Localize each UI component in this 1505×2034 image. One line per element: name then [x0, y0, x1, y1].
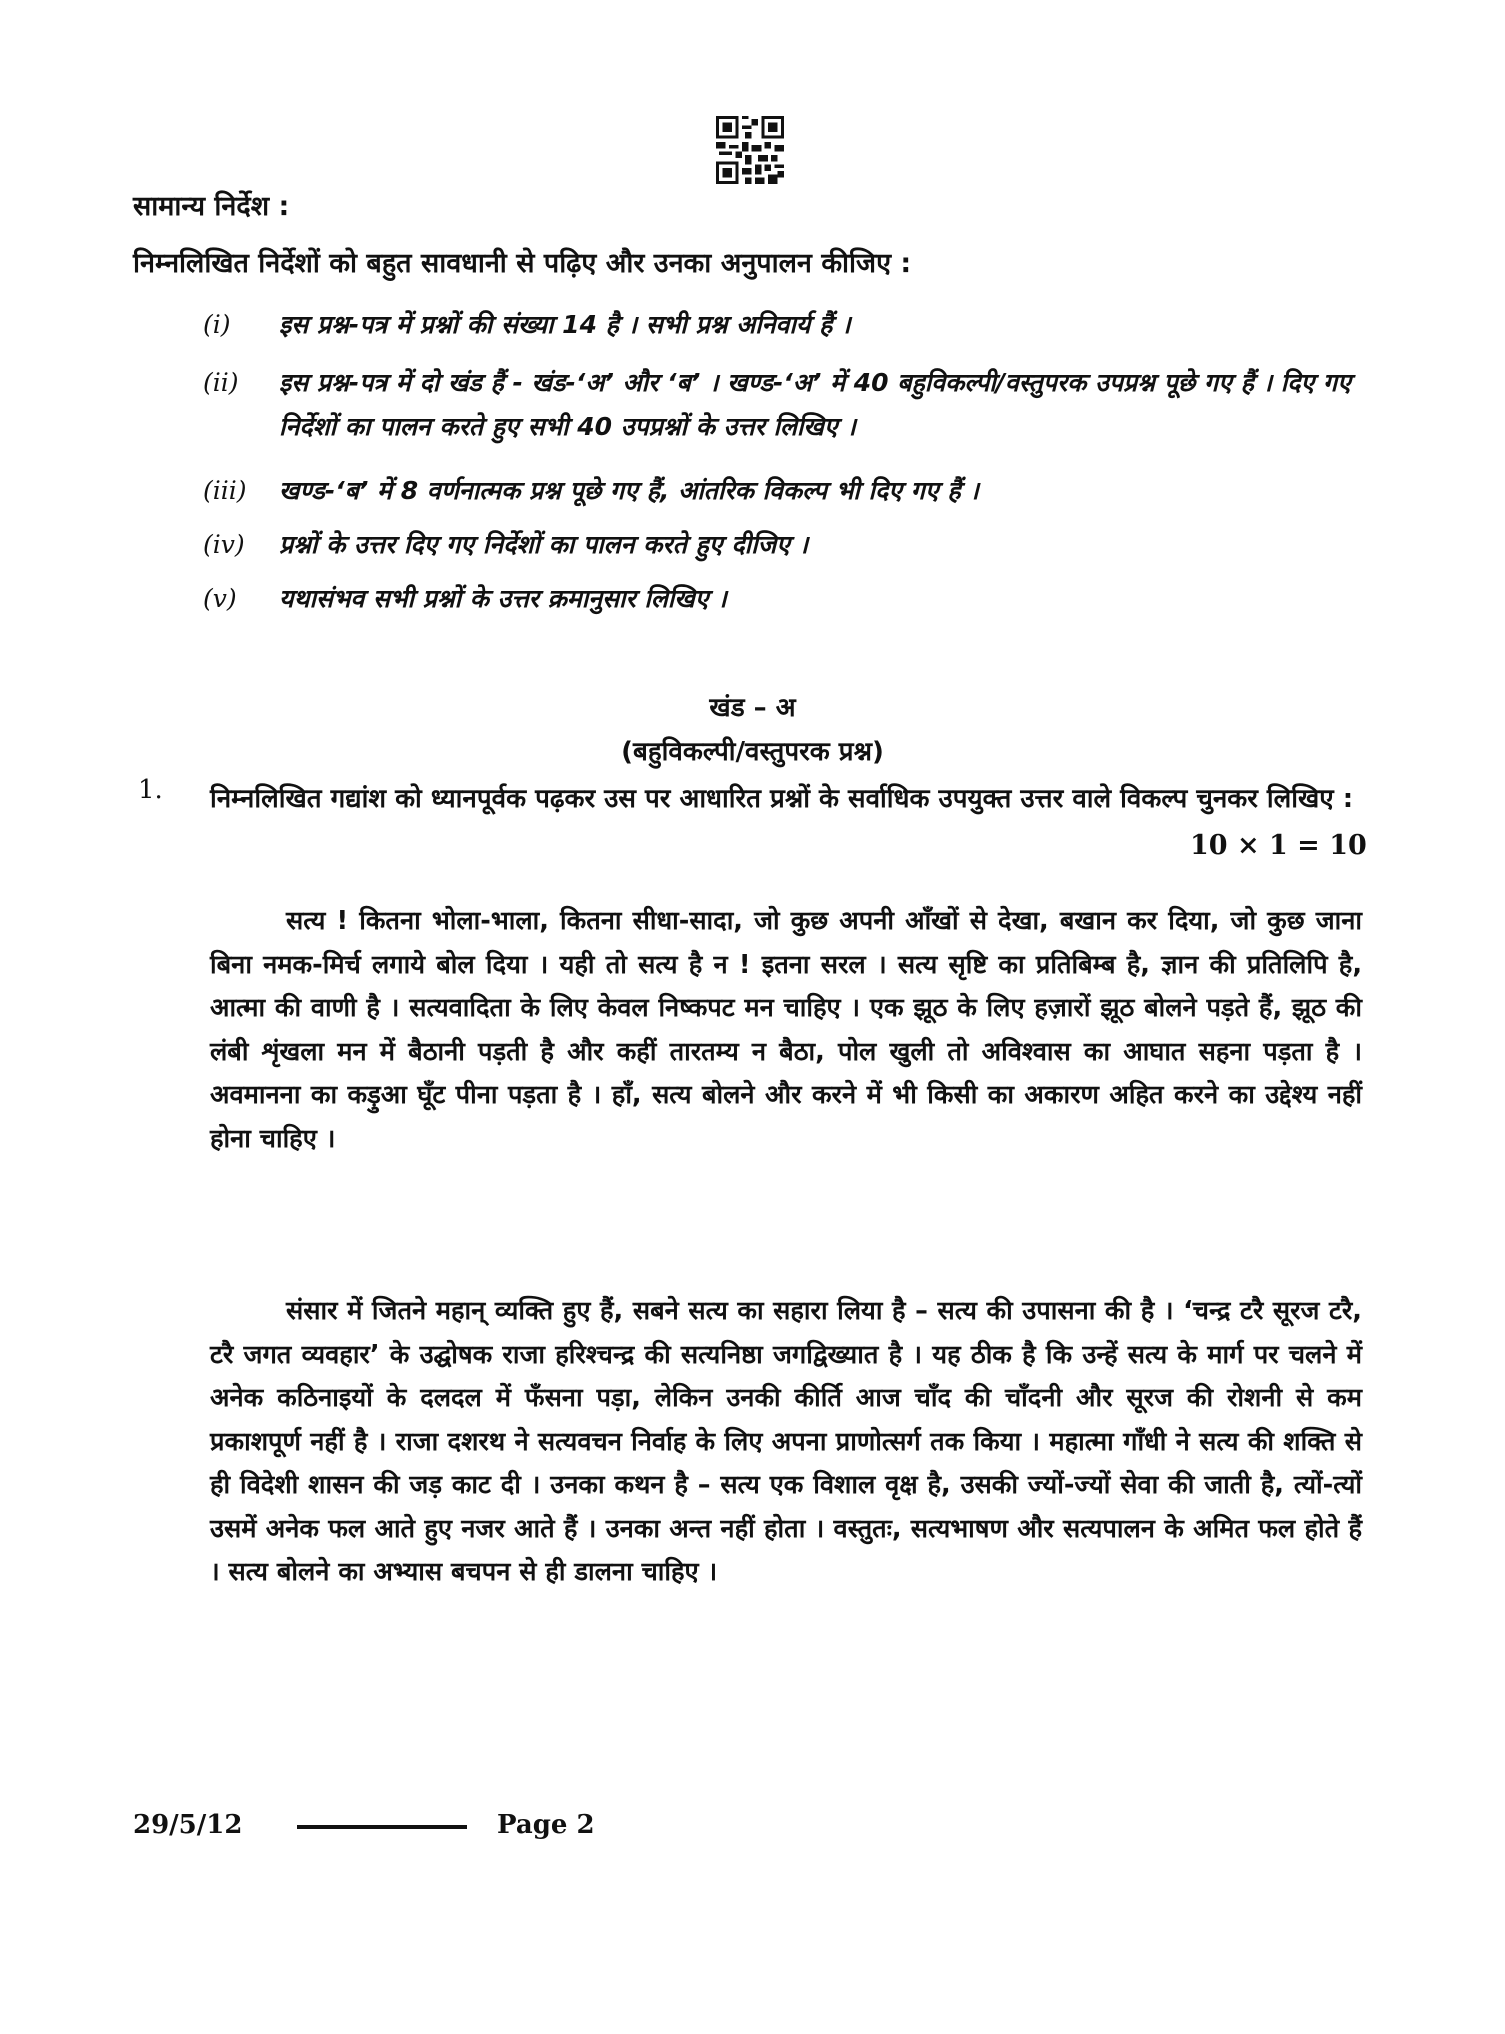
question-marks: 10 × 1 = 10: [1190, 830, 1367, 861]
instruction-item: [203, 577, 1403, 621]
page-number: Page 2: [497, 1810, 595, 1840]
instruction-number: (iv): [203, 530, 245, 559]
section-title: खंड – अ: [709, 693, 796, 723]
paper-code: 29/5/12: [133, 1810, 243, 1840]
general-instructions-intro: निम्नलिखित निर्देशों को बहुत सावधानी से पढ़िए और उनका अनुपालन कीजिए :: [133, 248, 912, 279]
instruction-item: [203, 469, 1403, 513]
instruction-text: इस प्रश्न-पत्र में दो खंड हैं - खंड-‘अ’ और ‘ब’ । खण्ड-‘अ’ में 40 बहुविकल्पी/वस्तुपरक उपप्रश्न पूछे गए हैं । दिए गए निर्देशों का पालन करते हुए सभी 40 उपप्रश्नों के उत्तर लिखिए ।: [279, 368, 1351, 441]
question-text: निम्नलिखित गद्यांश को ध्यानपूर्वक पढ़कर उस पर आधारित प्रश्नों के सर्वाधिक उपयुक्त उत्तर वाले विकल्प चुनकर लिखिए :: [210, 784, 1354, 814]
passage-paragraph-2: संसार में जितने महान् व्यक्ति हुए हैं, सबने सत्य का सहारा लिया है – सत्य की उपासना की है । ‘चन्द्र टरै सूरज टरै, टरै जगत व्यवहार’ के उद्घोषक राजा हरिश्चन्द्र की सत्यनिष्ठा जगद्विख्यात है । यह ठीक है कि उन्हें सत्य के मार्ग पर चलने में अनेक कठिनाइयों के दलदल में फँसना पड़ा, लेकिन उनकी कीर्ति आज चाँद की चाँदनी और सूरज की रोशनी से कम प्रकाशपूर्ण नहीं है । राजा दशरथ ने सत्यवचन निर्वाह के लिए अपना प्राणोत्सर्ग तक किया । महात्मा गाँधी ने सत्य की शक्ति से ही विदेशी शासन की जड़ काट दी । उनका कथन है – सत्य एक विशाल वृक्ष है, उसकी ज्यों-ज्यों सेवा की जाती है, त्यों-त्यों उसमें अनेक फल आते हुए नजर आते हैं । उनका अन्त नहीं होता । वस्तुतः, सत्यभाषण और सत्यपालन के अमित फल होते हैं । सत्य बोलने का अभ्यास बचपन से ही डालना चाहिए ।: [210, 1296, 1362, 1587]
instruction-number: (ii): [203, 368, 239, 397]
instruction-number: (iii): [203, 476, 247, 505]
instruction-number: (i): [203, 310, 231, 339]
instruction-item: [203, 361, 1363, 449]
instruction-text: यथासंभव सभी प्रश्नों के उत्तर क्रमानुसार लिखिए ।: [279, 584, 727, 613]
qr-code-icon: [716, 116, 784, 184]
instruction-item: [203, 303, 1403, 347]
section-subtitle: (बहुविकल्पी/वस्तुपरक प्रश्न): [621, 737, 884, 767]
passage-paragraph-1: सत्य ! कितना भोला-भाला, कितना सीधा-सादा, जो कुछ अपनी आँखों से देखा, बखान कर दिया, जो कुछ जाना बिना नमक-मिर्च लगाये बोल दिया । यही तो सत्य है न ! इतना सरल । सत्य सृष्टि का प्रतिबिम्ब है, ज्ञान की प्रतिलिपि है, आत्मा की वाणी है । सत्यवादिता के लिए केवल निष्कपट मन चाहिए । एक झूठ के लिए हज़ारों झूठ बोलने पड़ते हैं, झूठ की लंबी शृंखला मन में बैठानी पड़ती है और कहीं तारतम्य न बैठा, पोल खुली तो अविश्वास का आघात सहना पड़ता है । अवमानना का कड़ुआ घूँट पीना पड़ता है । हाँ, सत्य बोलने और करने में भी किसी का अकारण अहित करने का उद्देश्य नहीं होना चाहिए ।: [210, 906, 1362, 1154]
question-number: 1.: [138, 775, 163, 805]
footer-divider: [297, 1825, 467, 1829]
instruction-text: खण्ड-‘ब’ में 8 वर्णनात्मक प्रश्न पूछे गए हैं, आंतरिक विकल्प भी दिए गए हैं ।: [279, 476, 979, 505]
instruction-text: इस प्रश्न-पत्र में प्रश्नों की संख्या 14 है । सभी प्रश्न अनिवार्य हैं ।: [279, 310, 851, 339]
general-instructions-heading: सामान्य निर्देश :: [133, 191, 290, 222]
instruction-item: [203, 523, 1403, 567]
instruction-text: प्रश्नों के उत्तर दिए गए निर्देशों का पालन करते हुए दीजिए ।: [279, 530, 809, 559]
instruction-number: (v): [203, 584, 237, 613]
